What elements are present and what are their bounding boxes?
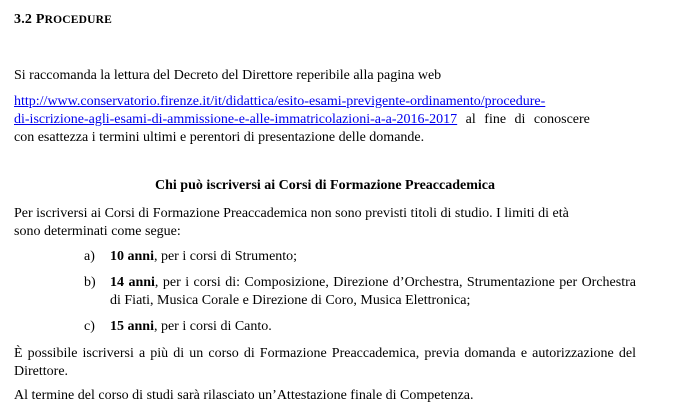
list-marker: b): [84, 275, 96, 290]
multiple-courses-paragraph: È possibile iscriversi a più di un corso di Formazione Preaccademica, previa domanda e autorizzazione del Direttore.: [14, 346, 636, 379]
after-link-text: al fine di conoscere: [457, 112, 590, 127]
list-item-text: 10 anni, per i corsi di Strumento;: [110, 249, 298, 264]
procedure-link-line-1: [14, 93, 636, 111]
list-item-c: [84, 318, 636, 336]
procedure-link-part-1[interactable]: http://www.conservatorio.firenze.it/it/didattica/esito-esami-previgente-ordinamento/procedure-: [14, 94, 546, 109]
section-title: PROCEDURE: [35, 12, 112, 27]
list-item-text: 15 anni, per i corsi di Canto.: [110, 319, 272, 334]
certificate-paragraph: Al termine del corso di studi sarà rilasciato un’Attestazione finale di Competenza.: [14, 388, 474, 403]
intro-conclusion: con esattezza i termini ultimi e perentori di presentazione delle domande.: [14, 130, 425, 145]
list-marker: c): [84, 319, 95, 334]
intro-sentence: Si raccomanda la lettura del Decreto del Direttore reperibile alla pagina web: [14, 68, 442, 83]
subsection-title: Chi può iscriversi ai Corsi di Formazione Preaccademica: [155, 178, 495, 193]
eligibility-paragraph-line-2: sono determinati come segue:: [14, 224, 181, 239]
list-item-b: [84, 274, 636, 310]
section-heading: [14, 12, 112, 28]
procedure-link-line-2: [14, 111, 636, 129]
list-marker: a): [84, 249, 95, 264]
eligibility-paragraph-line-1: Per iscriversi ai Corsi di Formazione Preaccademica non sono previsti titoli di studio. I limiti di età: [14, 206, 569, 221]
procedure-link-part-2[interactable]: di-iscrizione-agli-esami-di-ammissione-e-alle-immatricolazioni-a-a-2016-2017: [14, 112, 458, 127]
section-number: 3.2: [14, 12, 33, 27]
list-item-a: [84, 248, 636, 266]
list-item-text: 14 anni, per i corsi di: Composizione, Direzione d’Orchestra, Strumentazione per Orchestra di Fiati, Musica Corale e Direzione di Coro, Musica Elettronica;: [110, 275, 636, 308]
